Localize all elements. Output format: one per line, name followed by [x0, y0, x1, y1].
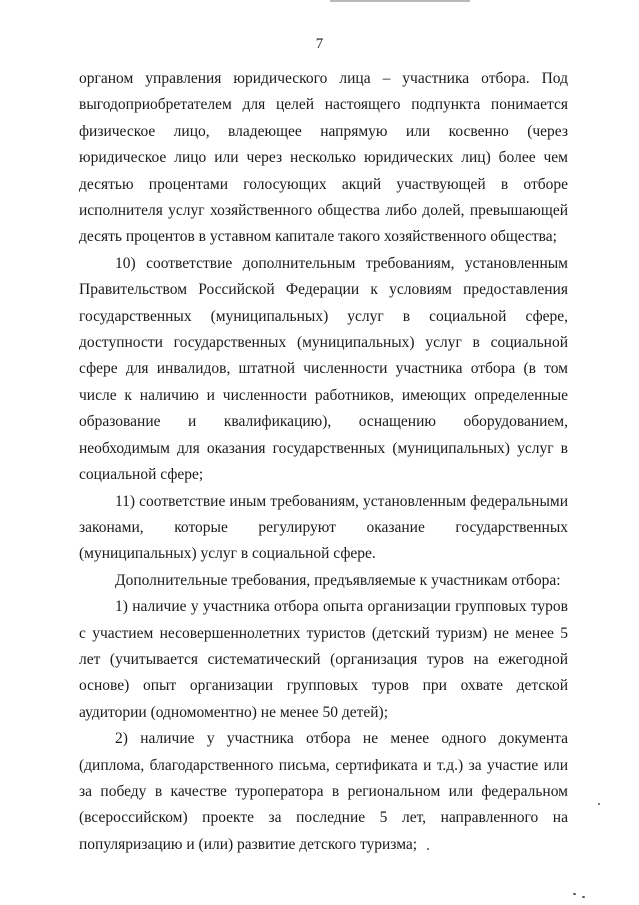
scan-speck — [582, 896, 585, 898]
scan-speck — [427, 848, 429, 850]
paragraph-requirement-1: 1) наличие у участника отбора опыта организации групповых туров с участием несовершеннолетних туристов (детский туризм) не менее 5 лет (учитывается систематический (организация туров на ежегодной основе) опыт организации групповых туров при охвате детской аудитории (одномоментно) не менее 50 детей); — [79, 598, 568, 721]
document-body — [79, 66, 568, 858]
scan-speck — [573, 893, 576, 895]
paragraph-item-10: 10) соответствие дополнительным требованиям, установленным Правительством Российской Федерации к условиям предоставления государственных (муниципальных) услуг в социальной сфере, доступности государственных (муниципальных) услуг в социальной сфере для инвалидов, штатной численности участника отбора (в том числе к наличию и численности работников, имеющих определенные образование и квалификацию), оснащению оборудованием, необходимым для оказания государственных (муниципальных) услуг в социальной сфере; — [79, 254, 568, 484]
scan-edge-line — [330, 0, 470, 2]
paragraph-item-11: 11) соответствие иным требованиям, установленным федеральными законами, которые регулируют оказание государственных (муниципальных) услуг в социальной сфере. — [79, 492, 568, 563]
paragraph-additional-requirements-heading: Дополнительные требования, предъявляемые к участникам отбора: — [115, 571, 561, 589]
paragraph-beneficiary-definition: органом управления юридического лица – участника отбора. Под выгодоприобретателем для целей настоящего подпункта понимается физическое лицо, владеющее напрямую или косвенно (через юридическое лицо или через несколько юридических лиц) более чем десятью процентами голосующих акций участвующей в отборе исполнителя услуг хозяйственного общества либо долей, превышающей десять процентов в уставном капитале такого хозяйственного общества; — [79, 70, 568, 246]
page-number: 7 — [315, 36, 324, 52]
paragraph-requirement-2: 2) наличие у участника отбора не менее одного документа (диплома, благодарственного письма, сертификата и т.д.) за участие или за победу в качестве туроператора в региональном или федеральном (всероссийском) проекте за последние 5 лет, направленного на популяризацию и (или) развитие детского туризма; — [79, 730, 568, 853]
scan-speck — [598, 803, 600, 805]
